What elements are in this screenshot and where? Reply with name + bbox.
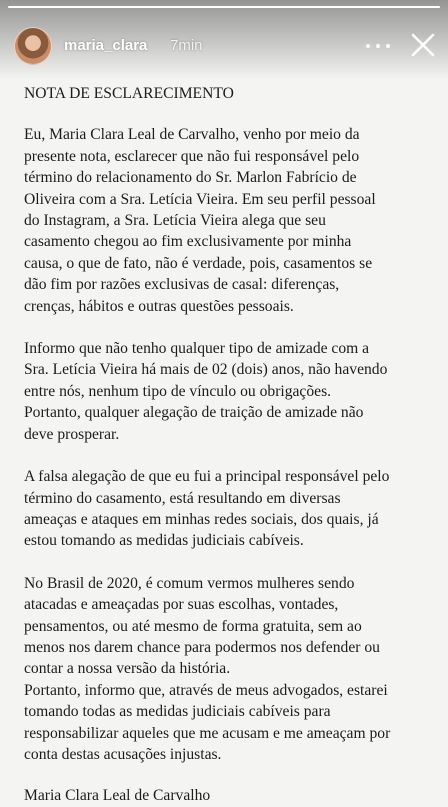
note-paragraph: No Brasil de 2020, é comum vermos mulheres sendo atacadas e ameaçadas por suas escolhas, vontades, pensamentos, ou até mesmo de forma gratuita, sem ao menos nos darem chance para podermos nos defender ou contar a nossa versão da história. <box>24 574 380 678</box>
story-progress-fill <box>8 6 440 8</box>
note-content <box>24 83 436 807</box>
close-icon[interactable] <box>408 30 438 60</box>
note-paragraph: Eu, Maria Clara Leal de Carvalho, venho por meio da presente nota, esclarecer que não fui responsável pelo término do relacionamento do Sr. Marlon Fabrício de Oliveira com a Sra. Letícia Vieira. Em seu perfil pessoal do Instagram, a Sra. Letícia Vieira alega que seu casamento chegou ao fim exclusivamente por minha causa, o que de fato, não é verdade, pois, casamentos se dão fim por razões exclusivas de casal: diferenças, crenças, hábitos e outras questões pessoais. <box>24 126 376 315</box>
note-paragraph: Informo que não tenho qualquer tipo de amizade com a Sra. Letícia Vieira há mais de 02 (dois) anos, não havendo entre nós, nenhum tipo de vínculo ou obrigações. Portanto, qualquer alegação de traição de amizade não deve prosperar. <box>24 340 388 443</box>
post-time: 7min <box>170 37 203 54</box>
note-paragraph: A falsa alegação de que eu fui a principal responsável pelo término do casamento, está resultando em diversas ameaças e ataques em minhas redes sociais, dos quais, já estou tomando as medidas judiciais cabíveis. <box>24 468 390 550</box>
more-horizontal-icon[interactable] <box>366 36 390 56</box>
avatar[interactable] <box>14 27 52 65</box>
note-paragraph: Portanto, informo que, através de meus advogados, estarei tomando todas as medidas judiciais cabíveis para responsabilizar aqueles que me acusam e me ameaçam por conta destas acusações injustas. <box>24 681 391 763</box>
note-title: NOTA DE ESCLARECIMENTO <box>24 85 234 102</box>
story-progress-bar <box>8 6 440 8</box>
story-header <box>0 0 448 80</box>
note-signature: Maria Clara Leal de Carvalho <box>24 787 211 805</box>
username[interactable]: maria_clara <box>64 37 148 54</box>
